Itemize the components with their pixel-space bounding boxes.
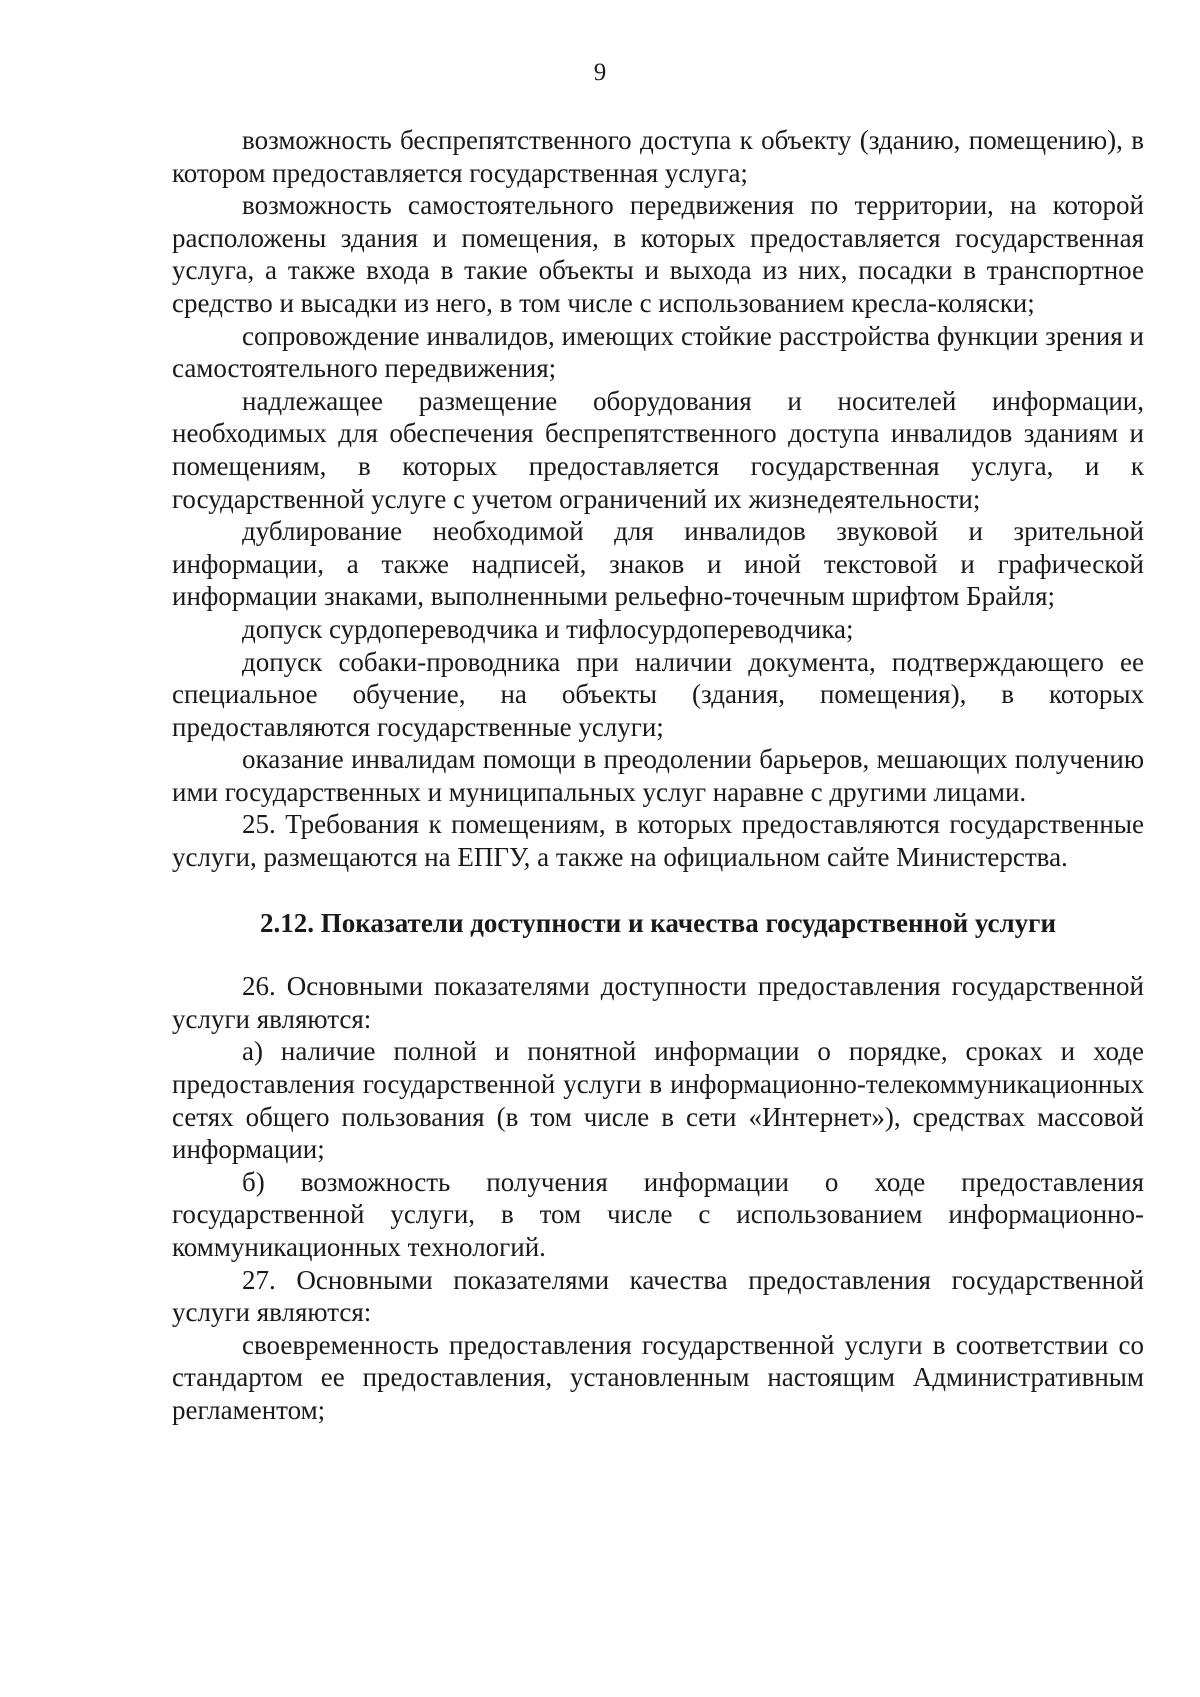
paragraph: допуск сурдопереводчика и тифлосурдопереводчика;: [242, 613, 854, 644]
paragraph: своевременность предоставления государственной услуги в соответствии со стандартом ее предоставления, установленным настоящим Административным регламентом;: [172, 1329, 1144, 1425]
paragraph: дублирование необходимой для инвалидов звуковой и зрительной информации, а также надписей, знаков и иной текстовой и графической информации знаками, выполненными рельефно-точечным шрифтом Брайля;: [172, 516, 1144, 612]
paragraph: сопровождение инвалидов, имеющих стойкие расстройства функции зрения и самостоятельного передвижения;: [172, 320, 1144, 384]
paragraph: оказание инвалидам помощи в преодолении барьеров, мешающих получению ими государственных и муниципальных услуг наравне с другими лицами.: [172, 744, 1144, 807]
paragraph: возможность беспрепятственного доступа к объекту (зданию, помещению), в котором предоставляется государственная услуга;: [172, 125, 1144, 188]
paragraph-item-25: 25. Требования к помещениям, в которых предоставляются государственные услуги, размещаются на ЕПГУ, а также на официальном сайте Министерства.: [172, 809, 1144, 873]
paragraph: возможность самостоятельного передвижения по территории, на которой расположены здания и помещения, в которых предоставляется государственная услуга, а также входа в такие объекты и выхода из них, посадки в транспортное средство и высадки из него, в том числе с использованием кресла-коляски;: [172, 190, 1144, 318]
paragraph-item-27: 27. Основными показателями качества предоставления государственной услуги являются:: [172, 1264, 1144, 1328]
paragraph: допуск собаки-проводника при наличии документа, подтверждающего ее специальное обучение, на объекты (здания, помещения), в которых предоставляются государственные услуги;: [172, 646, 1144, 742]
paragraph-item-26: 26. Основными показателями доступности предоставления государственной услуги являются:: [172, 971, 1144, 1034]
paragraph: надлежащее размещение оборудования и носителей информации, необходимых для обеспечения беспрепятственного доступа инвалидов зданиям и помещениям, в которых предоставляется государственная услуга, и к государственной услуге с учетом ограничений их жизнедеятельности;: [172, 385, 1144, 514]
section-heading: 2.12. Показатели доступности и качества государственной услуги: [260, 907, 1056, 938]
page-number: 9: [593, 59, 607, 86]
paragraph-item-26b: б) возможность получения информации о ходе предоставления государственной услуги, в том числе с использованием информационно-коммуникационных технологий.: [172, 1166, 1144, 1262]
document-body: [172, 124, 1144, 1427]
paragraph-item-26a: а) наличие полной и понятной информации о порядке, сроках и ходе предоставления государственной услуги в информационно-телекоммуникационных сетях общего пользования (в том числе в сети «Интернет»), средствах массовой информации;: [172, 1036, 1144, 1165]
